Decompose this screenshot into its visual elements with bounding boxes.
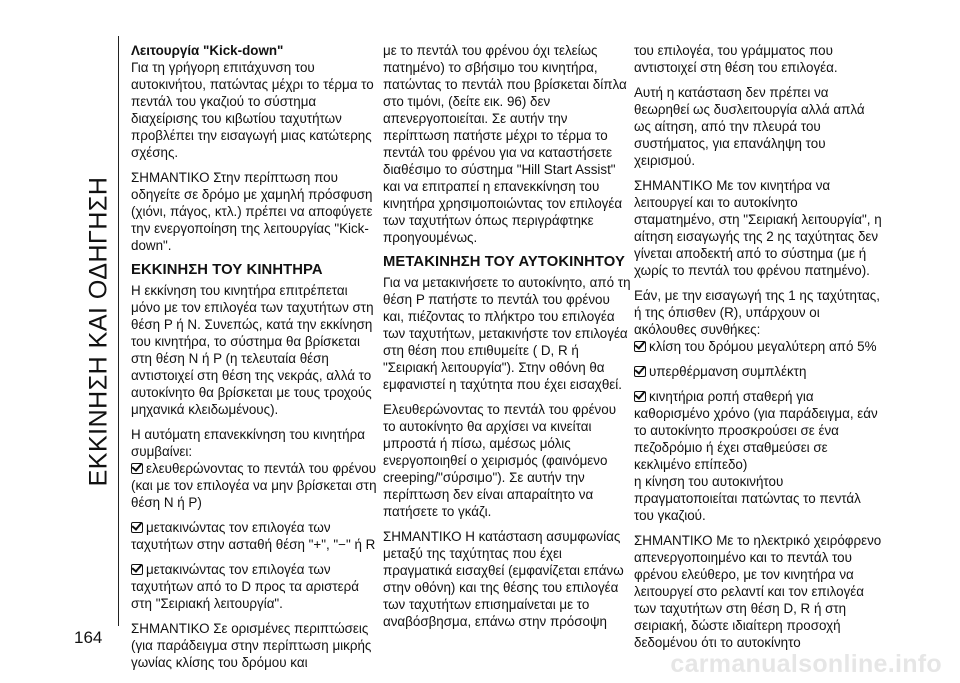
paragraph: Αυτή η κατάσταση δεν πρέπει να θεωρηθεί ως δυσλειτουργία αλλά απλά ως αίτηση, από την πλευρά του συστήματος, για επανάληψη του χειρισμού. <box>634 85 865 168</box>
paragraph: Η εκκίνηση του κινητήρα επιτρέπεται μόνο με τον επιλογέα των ταχυτήτων στη θέση P ή N. Συνεπώς, κατά την εκκίνηση του κινητήρα, το σύστημα θα βρίσκεται στη θέση N ή P (η τελευταία θέση αντιστοιχεί στη θέση της νεκράς, αλλά το αυτοκίνητο θα βρίσκεται με τους τροχούς μηχανικά κλειδωμένους). <box>131 283 374 417</box>
paragraph: ΣΗΜΑΝΤΙΚΟ Σε ορισμένες περιπτώσεις (για παράδειγμα στην περίπτωση μικρής γωνίας κλίσης του δρόμου και <box>131 621 372 670</box>
list-item: μετακινώντας τον επιλογέα των ταχυτήτων από το D προς τα αριστερά στη "Σειριακή λειτουργία". <box>131 562 359 611</box>
column-3 <box>634 42 882 659</box>
watermark: carmanualsonline.info <box>670 650 942 678</box>
checkmark-icon <box>634 366 646 377</box>
checkmark-icon <box>131 463 143 474</box>
list-item: ελευθερώνοντας το πεντάλ του φρένου (και με τον επιλογέα να μην βρίσκεται στη θέση N ή P) <box>131 461 377 510</box>
paragraph: Για τη γρήγορη επιτάχυνση του αυτοκινήτου, πατώντας μέχρι το τέρμα το πεντάλ του γκαζιού το σύστημα διαχείρισης του κιβωτίου ταχυτήτων προβλέπει την εισαγωγή μιας κατώτερης σχέσης. <box>131 60 374 160</box>
kickdown-heading: Λειτουργία "Kick-down" <box>131 43 284 58</box>
page-number: 164 <box>74 628 103 647</box>
paragraph: ΣΗΜΑΝΤΙΚΟ Στην περίπτωση που οδηγείτε σε δρόμο με χαμηλή πρόσφυση (χιόνι, πάγος, κτλ.) πρέπει να αποφύγετε την ενεργοποίηση της λειτουργίας "Kick-down". <box>131 170 373 253</box>
engine-start-heading: ΕΚΚΙΝΗΣΗ ΤΟΥ ΚΙΝΗΤΗΡΑ <box>131 262 323 278</box>
paragraph: με το πεντάλ του φρένου όχι τελείως πατημένο) το σβήσιμο του κινητήρα, πατώντας το πεντάλ που βρίσκεται δίπλα στο τιμόνι, (δείτε εικ. 96) δεν απενεργοποιείται. Σε αυτήν την περίπτωση πατήστε μέχρι το τέρμα το πεντάλ του φρένου για να καταστήσετε διαθέσιμο το σύστημα "Hill Start Assist" και να επιτραπεί η επανεκκίνηση του κινητήρα χρησιμοποιώντας τον επιλογέα των ταχυτήτων όπως περιγράφτηκε προηγουμένως. <box>383 43 627 245</box>
column-2 <box>383 42 631 638</box>
paragraph: η κίνηση του αυτοκινήτου πραγματοποιείται πατώντας το πεντάλ του γκαζιού. <box>634 474 861 523</box>
paragraph: ΣΗΜΑΝΤΙΚΟ Με τον κινητήρα να λειτουργεί και το αυτοκίνητο σταματημένο, στη "Σειριακή λειτουργία", η αίτηση εισαγωγής της 2 ης ταχύτητας δεν γίνεται αποδεκτή από το σύστημα (με ή χωρίς το πεντάλ του φρένου πατημένο). <box>634 178 882 278</box>
list-item: κινητήρια ροπή σταθερή για καθορισμένο χρόνο (για παράδειγμα, εάν το αυτοκίνητο προσκρούσει σε ένα πεζοδρόμιο ή έχει σταθμεύσει σε κεκλιμένο επίπεδο) <box>634 389 878 472</box>
paragraph: Εάν, με την εισαγωγή της 1 ης ταχύτητας, ή της όπισθεν (R), υπάρχουν οι ακόλουθες συνθήκες: <box>634 288 880 337</box>
column-1 <box>131 42 379 679</box>
list-item: κλίση του δρόμου μεγαλύτερη από 5% <box>634 338 882 355</box>
chapter-title: ΕΚΚΙΝΗΣΗ ΚΑΙ ΟΔΗΓΗΣΗ <box>84 176 113 486</box>
checkmark-icon <box>634 391 646 402</box>
chapter-side-tab <box>84 36 114 626</box>
list-item: υπερθέρμανση συμπλέκτη <box>634 363 882 380</box>
paragraph: Ελευθερώνοντας το πεντάλ του φρένου το αυτοκίνητο θα αρχίσει να κινείται μπροστά ή πίσω, αμέσως μόλις ενεργοποιηθεί ο χειρισμός (φαινόμενο creeping/"σύρσιμο"). Σε αυτήν την περίπτωση δεν είναι απαραίτητο να πατήσετε το γκάζι. <box>383 402 617 519</box>
paragraph: του επιλογέα, του γράμματος που αντιστοιχεί στη θέση του επιλογέα. <box>634 43 838 75</box>
checkmark-icon <box>131 564 143 575</box>
paragraph: ΣΗΜΑΝΤΙΚΟ Με το ηλεκτρικό χειρόφρενο απενεργοποιημένο και το πεντάλ του φρένου ελεύθερο, με τον κινητήρα να λειτουργεί στο ρελαντί και τον επιλογέα των ταχυτήτων στη θέση D, R ή στη σειριακή, δώστε ιδιαίτερη προσοχή δεδομένου ότι το αυτοκίνητο <box>634 533 882 650</box>
paragraph: Για να μετακινήσετε το αυτοκίνητο, από τη θέση P πατήστε το πεντάλ του φρένου και, πιέζοντας το πλήκτρο του επιλογέα των ταχυτήτων, μετακινήστε τον επιλογέα στη θέση που επιθυμείτε ( D, R ή "Σειριακή λειτουργία"). Στην οθόνη θα εμφανιστεί η ταχύτητα που έχει εισαχθεί. <box>383 275 631 392</box>
checkmark-icon <box>634 341 646 352</box>
checkmark-icon <box>131 522 143 533</box>
paragraph: ΣΗΜΑΝΤΙΚΟ Η κατάσταση ασυμφωνίας μεταξύ της ταχύτητας που έχει πραγματικά εισαχθεί (εμφανίζεται επάνω στην οθόνη) και της θέσης του επιλογέα των ταχυτήτων επισημαίνεται με το αναβόσβησμα, επάνω στην πρόσοψη <box>383 529 624 629</box>
moving-car-heading: ΜΕΤΑΚΙΝΗΣΗ ΤΟΥ ΑΥΤΟΚΙΝΗΤΟΥ <box>383 254 625 270</box>
chapter-divider <box>118 36 119 626</box>
paragraph: Η αυτόματη επανεκκίνηση του κινητήρα συμβαίνει: <box>131 427 365 459</box>
list-item: μετακινώντας τον επιλογέα των ταχυτήτων στην ασταθή θέση "+", "−" ή R <box>131 520 376 552</box>
